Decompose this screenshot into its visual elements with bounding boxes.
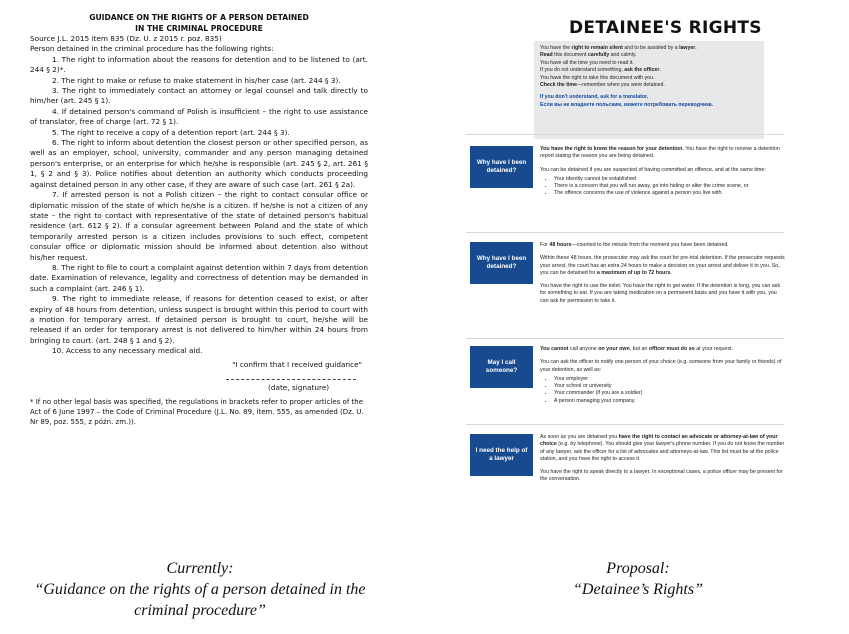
list-item: • Your employer — [554, 376, 786, 383]
list-item: • Your commander (if you are a soldier) — [554, 390, 786, 397]
right-item: 9. The right to immediate release, if reasons for detention ceased to exist, or after expiry of 48 hours from detention, unless suspect is brought within this period to court with a motion for temporary arrest. If detained person is brought to court, he/she will be released if an order for temporary arrest is not delivered to him/her within 24 hours from bringing to court. (art. 248 § 1 and § 2). — [30, 294, 368, 345]
current-caption: Currently: “Guidance on the rights of a person detained in the criminal procedure” — [34, 560, 366, 619]
signature-label: (date, signature) — [268, 383, 330, 392]
signature-line — [226, 379, 356, 380]
section-divider — [466, 134, 784, 135]
current-doc-source: Source J.L. 2015 item 835 (Dz. U. z 2015 r. poz. 835) — [30, 34, 222, 43]
current-doc-title-line2: IN THE CRIMINAL PROCEDURE — [135, 24, 263, 33]
list-item: • A person managing your company. — [554, 398, 786, 405]
right-item: 3. The right to immediately contact an attorney or legal counsel and talk directly to him/her (art. 245 § 1). — [30, 86, 368, 106]
footnote: * If no other legal basis was specified, the regulations in brackets refer to proper articles of the Act of 6 June 1997 – the Code of Criminal Procedure (J.L. No. 89, item. 555, as amended (Dz. U. Nr 89, poz. 555, z późn. zm.)). — [30, 398, 364, 426]
summary-line: You have all the time you need to read it. — [540, 59, 634, 66]
right-item: 7. If arrested person is not a Polish citizen – the right to contact consular office or diplomatic mission of the state of which he/she is a citizen. If he/she is not a citizen of any state – the right to contact with representative of the state of detained person's habitual residence (art. 612 § 2). If a consular agreement between Poland and the state of which temporarily arrested person is a citizen includes provisions to such effect, competent consular office or diplomatic mission should be informed about detention also without his/her request. — [30, 190, 368, 262]
right-item: 1. The right to information about the reasons for detention and to be listened to (art. 244 § 2)*. — [30, 54, 368, 75]
right-item: 6. The right to inform about detention the closest person or other specified person, as well as an employer, school, university, commander and any person managing detained person's enterprise, or an enterprise for which he/she is responsible (art. 245 § 2, art. 261 § 1, § 2 and § 3). Police notifies about detention an authority which conducts proceeding against detained person in any other case, if they are aware of such case (art. 261 § 2a). — [30, 138, 368, 189]
current-guidance-document — [30, 12, 368, 522]
translator-note-en: If you don't understand, ask for a translator. — [540, 94, 649, 101]
summary-line: You have the right to remain silent and to be assisted by a lawyer. — [540, 45, 697, 51]
section-body: As soon as you are detained you have the right to contact an advocate or attorney-at-law of your choice (e.g. by telephone). You should give your lawyer's phone number. If you do not know the number of any lawyer, ask the officer for a list of advocates and attorneys-at-law. This list must be at the police station, and you have the right to access it. You have the right to speak directly to a lawyer. In exceptional cases, a police officer may be present for the conversation. — [540, 434, 785, 483]
section-body: For 48 hours—counted to the minute from the moment you have been detained. Within these 48 hours, the prosecutor may ask the court for pre-trial detention. If the prosecutor requests your arrest, the court has an extra 24 hours to make a decision on your arrest and deliver it to you. So, you can be detained for a maximum of up to 72 hours. You have the right to use the toilet. You have the right to get water. If the detention is long, you can ask for something to eat. If you are taking medication on a permanent basis and you have it with you, you can ask for permission to take it. — [540, 242, 785, 304]
list-item: • Your school or university — [554, 383, 786, 390]
translator-note-ru: Если вы не владеете польским, можете потребовать переводчика. — [540, 101, 714, 108]
section-tab: I need the help of a lawyer — [470, 434, 533, 476]
summary-line: If you do not understand something, ask the officer. — [540, 67, 661, 74]
confirmation-statement: "I confirm that I received guidance" — [232, 359, 362, 369]
section-divider — [466, 232, 784, 233]
list-item: • The offence concerns the use of violence against a person you live with. — [554, 190, 786, 197]
right-item: 10. Access to any necessary medical aid. — [52, 346, 203, 356]
section-tab: May I call someone? — [470, 346, 533, 388]
summary-line: Check the time—remember when you were detained. — [540, 82, 665, 89]
section-divider — [466, 338, 784, 339]
right-item: 4. If detained person's command of Polish is insufficient – the right to use assistance of translator, free of charge (art. 72 § 1). — [30, 106, 368, 127]
right-item: 8. The right to file to court a complaint against detention within 7 days from detention date. Examination of relevance, legality and correctness of detention may be demanded in such a complaint (art. 246 § 1). — [30, 262, 368, 293]
summary-line: You have the right to take this document with you. — [540, 74, 655, 81]
proposed-rights-document — [466, 14, 796, 504]
summary-line: Read this document carefully and calmly. — [540, 52, 637, 59]
summary-box — [534, 41, 764, 139]
list-item: • There is a concern that you will run away, go into hiding or alter the crime scene, or — [554, 183, 786, 190]
right-item: 5. The right to receive a copy of a detention report (art. 244 § 3). — [52, 127, 290, 137]
section-body: You cannot call anyone on your own, but an officer must do so at your request. You can ask the officer to notify one person of your choice (e.g. someone from your family or friends) of your detention, as well as: • Your employer • Your school or university • Your commander (if you are a soldier) • A person managing your company. — [540, 346, 786, 411]
section-tab: Why have I been detained? — [470, 146, 533, 188]
section-body: You have the right to know the reason for your detention. You have the right to receive a detention report stating the reason you are being detained. You can be detained if you are suspected of having committed an offence, and at the same time: • Your identity cannot be established • There is a concern that you will run away, go into hiding or alter the crime scene, or • The offence concerns the use of violence against a person you live with. — [540, 146, 786, 204]
right-item: 2. The right to make or refuse to make statement in his/her case (art. 244 § 3). — [52, 75, 341, 85]
current-doc-intro: Person detained in the criminal procedure has the following rights: — [30, 44, 274, 54]
proposed-doc-title: DETAINEE'S RIGHTS — [569, 18, 762, 38]
section-tab: Why have I been detained? — [470, 242, 533, 284]
proposal-caption: Proposal: “Detainee’s Rights” — [573, 560, 703, 598]
list-item: • Your identity cannot be established — [554, 176, 786, 183]
current-doc-title-line1: GUIDANCE ON THE RIGHTS OF A PERSON DETAINED — [89, 13, 309, 22]
section-divider — [466, 424, 784, 425]
